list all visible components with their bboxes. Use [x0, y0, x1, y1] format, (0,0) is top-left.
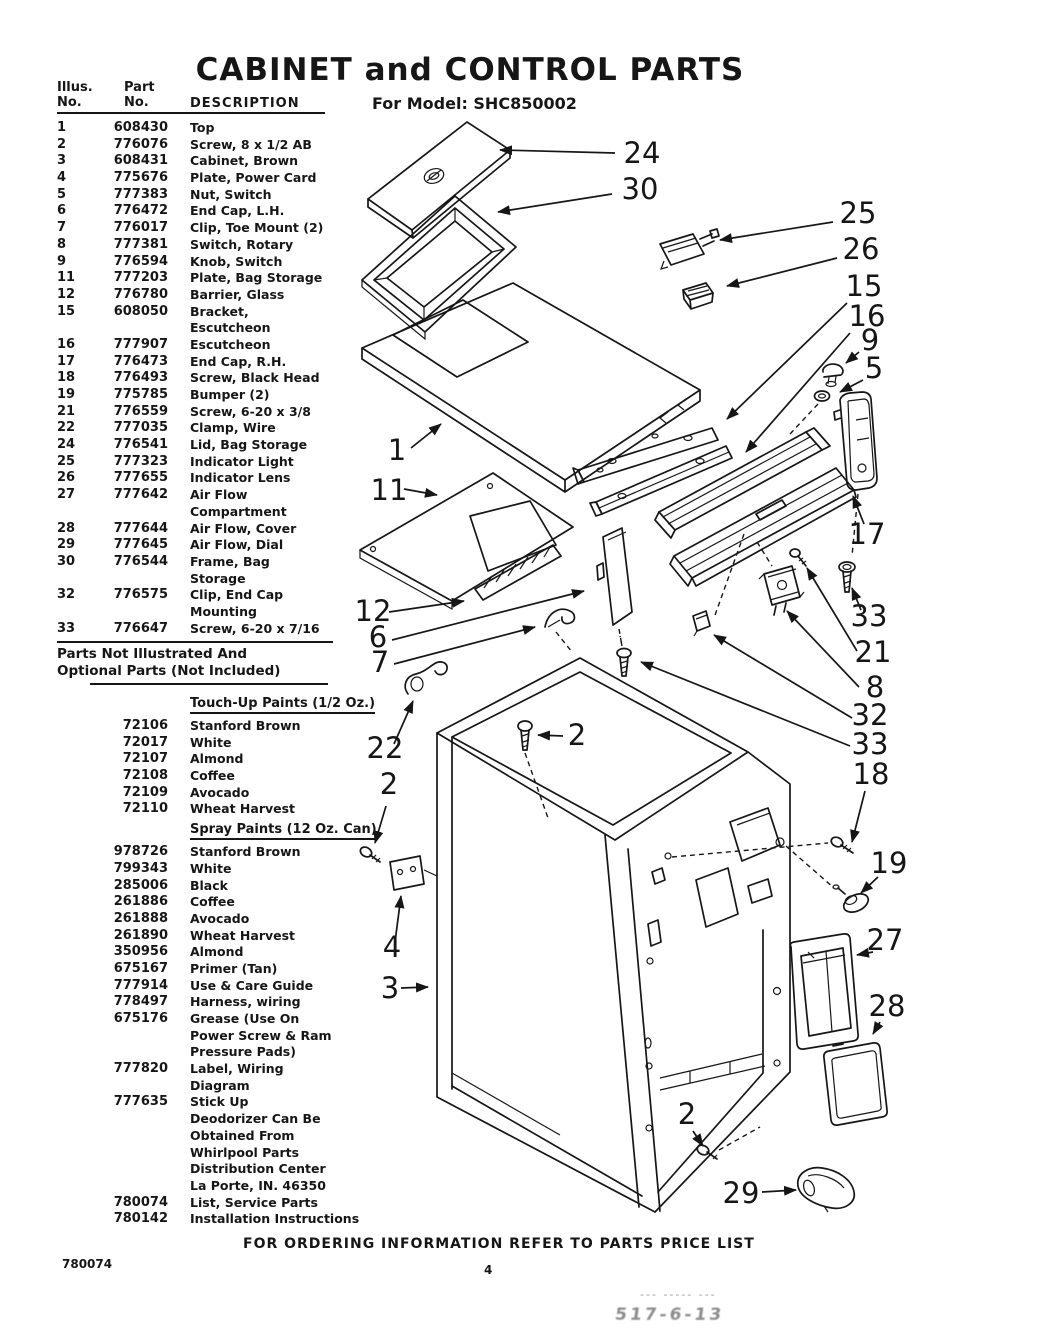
part-no: 776473: [113, 353, 168, 369]
description: Barrier, Glass: [190, 286, 285, 302]
description: Nut, Switch: [190, 186, 272, 202]
callout-2: 2: [567, 718, 587, 752]
callout-6: 6: [368, 620, 388, 654]
description: Almond: [190, 944, 244, 960]
part-no: 778497: [113, 994, 168, 1010]
description: Switch, Rotary: [190, 236, 294, 252]
air-flow-cover-part: [824, 1043, 887, 1125]
description: Screw, Black Head: [190, 370, 320, 386]
illus-no: 25: [57, 453, 76, 469]
description: Grease (Use On: [190, 1011, 300, 1026]
description: Stick Up: [190, 1094, 249, 1110]
callout-leader-33: [641, 662, 850, 746]
part-no: 775676: [113, 170, 168, 186]
callout-16: 16: [848, 299, 886, 333]
callout-1: 1: [387, 433, 407, 467]
illus-no: 32: [57, 587, 76, 603]
callout-4: 4: [382, 930, 402, 964]
part-no: 777381: [113, 236, 168, 252]
description: Screw, 6-20 x 7/16: [190, 620, 320, 636]
callout-leader-9: [846, 352, 859, 363]
part-no: 777323: [113, 453, 168, 469]
callout-8: 8: [865, 670, 885, 704]
illus-no: 28: [57, 520, 76, 536]
description: Coffee: [190, 894, 235, 910]
callout-22: 22: [366, 731, 404, 765]
air-flow-dial-part: [798, 1168, 854, 1212]
callout-2: 2: [677, 1097, 697, 1131]
column-header-part: Part No.: [124, 80, 155, 110]
illus-no: 8: [57, 236, 67, 252]
stamp-dots: --- ----- ---: [640, 1288, 717, 1301]
illus-no: 6: [57, 203, 67, 219]
description: Primer (Tan): [190, 960, 278, 976]
description: Almond: [190, 751, 244, 767]
callout-15: 15: [845, 269, 883, 303]
callout-leader-24: [500, 150, 615, 153]
screw-2-bottom-part: [696, 1127, 760, 1159]
illus-no: 5: [57, 186, 67, 202]
part-no: 72110: [122, 801, 168, 817]
description: Label, Wiring: [190, 1061, 284, 1077]
description: Cabinet, Brown: [190, 153, 299, 169]
column-header-description: DESCRIPTION: [190, 96, 300, 111]
part-no: 777645: [113, 537, 168, 553]
description: Plate, Power Card: [190, 170, 317, 186]
callout-27: 27: [866, 923, 904, 957]
callout-18: 18: [852, 757, 890, 791]
part-no: 777820: [113, 1061, 168, 1077]
illus-no: 16: [57, 336, 76, 352]
illus-no: 27: [57, 487, 76, 503]
part-no: 776017: [113, 220, 168, 236]
description: Air Flow, Cover: [190, 520, 297, 536]
part-no: 777642: [113, 487, 168, 503]
callout-leader-6: [392, 591, 584, 640]
description: Harness, wiring: [190, 994, 301, 1010]
description: Escutcheon: [190, 336, 271, 352]
description: Lid, Bag Storage: [190, 437, 308, 453]
illus-no: 33: [57, 620, 76, 636]
description: Use & Care Guide: [190, 977, 314, 993]
part-no: 777203: [113, 270, 168, 286]
callout-7: 7: [370, 645, 390, 679]
callout-30: 30: [621, 172, 659, 206]
part-no: 261890: [113, 927, 168, 943]
illus-no: 12: [57, 286, 76, 302]
part-no: 608431: [113, 153, 168, 169]
callout-25: 25: [839, 196, 877, 230]
description: Whirlpool Parts: [190, 1144, 300, 1160]
callout-leader-2: [693, 1131, 703, 1146]
callout-2: 2: [379, 767, 399, 801]
callout-19: 19: [870, 846, 908, 880]
description: Deodorizer Can Be: [190, 1111, 321, 1127]
description: Clip, End Cap: [190, 587, 284, 603]
description: Diagram: [190, 1077, 250, 1093]
part-no: 777644: [113, 520, 168, 536]
description: Indicator Light: [190, 453, 294, 469]
callout-leader-25: [720, 222, 833, 240]
part-no: 777635: [113, 1094, 168, 1110]
callout-3: 3: [380, 971, 400, 1005]
plate-power-cord-part: [390, 856, 437, 890]
part-no: 776647: [113, 620, 168, 636]
callout-leader-26: [727, 258, 837, 286]
description: Screw, 6-20 x 3/8: [190, 403, 311, 419]
illus-no: 17: [57, 353, 76, 369]
callout-28: 28: [868, 989, 906, 1023]
callout-leader-2: [375, 806, 386, 843]
description: Clamp, Wire: [190, 420, 276, 436]
document-number: 780074: [62, 1257, 113, 1271]
description: End Cap, R.H.: [190, 353, 287, 369]
clip-end-cap-part: [693, 611, 710, 636]
part-no: 776780: [113, 286, 168, 302]
part-no: 608430: [113, 120, 168, 135]
callout-leader-1: [411, 424, 441, 448]
part-no: 285006: [113, 877, 168, 893]
callout-29: 29: [722, 1176, 760, 1210]
description: Air Flow: [190, 487, 248, 503]
callout-leader-28: [873, 1022, 880, 1034]
description: Top: [190, 120, 215, 135]
part-no: 72106: [122, 718, 168, 733]
callout-leader-30: [498, 194, 612, 212]
section-heading: Spray Paints (12 Oz. Can): [190, 822, 377, 840]
description: White: [190, 860, 232, 876]
part-no: 799343: [113, 860, 168, 876]
illus-no: 1: [57, 120, 67, 135]
description: Screw, 8 x 1/2 AB: [190, 136, 312, 152]
part-no: 776541: [113, 437, 168, 453]
description: La Porte, IN. 46350: [190, 1177, 326, 1193]
section-heading: Touch-Up Paints (1/2 Oz.): [190, 696, 375, 714]
nut-switch-part: [790, 391, 830, 434]
screw-2-left-part: [359, 845, 380, 862]
part-no: 608050: [113, 303, 168, 319]
callout-17: 17: [848, 517, 886, 551]
indicator-light-part: [660, 229, 719, 269]
callout-leader-2: [538, 735, 563, 736]
description: Stanford Brown: [190, 844, 301, 860]
part-no: 72017: [122, 734, 168, 750]
switch-rotary-part: [759, 566, 804, 615]
illus-no: 21: [57, 403, 76, 419]
part-no: 675167: [113, 960, 168, 976]
part-no: 776544: [113, 553, 168, 569]
clip-toe-mount-part: [545, 609, 575, 652]
callout-leader-12: [389, 601, 464, 612]
illus-no: 11: [57, 270, 76, 286]
illus-no: 29: [57, 537, 76, 553]
indicator-lens-part: [683, 283, 713, 309]
illus-no: 22: [57, 420, 76, 436]
description: Air Flow, Dial: [190, 537, 284, 553]
callout-32: 32: [851, 698, 889, 732]
knob-switch-part: [823, 364, 843, 386]
callout-leader-32: [714, 635, 852, 718]
illus-no: 9: [57, 253, 67, 269]
description: White: [190, 734, 232, 750]
description: Mounting: [190, 603, 257, 619]
part-no: 777907: [113, 336, 168, 352]
callout-11: 11: [370, 473, 408, 507]
part-no: 776594: [113, 253, 168, 269]
lid-bag-storage-part: [368, 122, 510, 238]
description: List, Service Parts: [190, 1194, 318, 1210]
illus-no: 26: [57, 470, 76, 486]
part-no: 261886: [113, 894, 168, 910]
description: End Cap, L.H.: [190, 203, 285, 219]
description: Coffee: [190, 768, 235, 784]
part-no: 72108: [122, 768, 168, 784]
bumper-part: [786, 846, 871, 916]
illus-no: 4: [57, 170, 67, 186]
page-title: CABINET and CONTROL PARTS: [195, 52, 745, 88]
callout-leader-7: [394, 627, 535, 664]
description: Avocado: [190, 910, 250, 926]
part-no: 777914: [113, 977, 168, 993]
part-no: 777383: [113, 186, 168, 202]
description: Clip, Toe Mount (2): [190, 220, 324, 236]
part-no: 776076: [113, 136, 168, 152]
cabinet-part: [437, 658, 790, 1212]
screw-33-right-part: [839, 562, 855, 592]
description: Wheat Harvest: [190, 801, 296, 817]
callout-5: 5: [864, 351, 884, 385]
description: Stanford Brown: [190, 718, 301, 733]
callout-leader-15: [727, 303, 847, 419]
part-no: 776559: [113, 403, 168, 419]
description: Black: [190, 877, 228, 893]
callout-leader-11: [404, 489, 437, 495]
not-illustrated-note: Parts Not Illustrated And Optional Parts (Not Included): [57, 646, 281, 679]
callout-24: 24: [623, 136, 661, 170]
description: Indicator Lens: [190, 470, 291, 486]
page-number: 4: [484, 1263, 493, 1277]
description: Plate, Bag Storage: [190, 270, 323, 286]
callout-leader-8: [787, 611, 859, 687]
part-no: 776472: [113, 203, 168, 219]
part-no: 261888: [113, 910, 168, 926]
ordering-note: FOR ORDERING INFORMATION REFER TO PARTS PRICE LIST: [243, 1236, 755, 1252]
illus-no: 3: [57, 153, 67, 169]
description: Avocado: [190, 784, 250, 800]
callout-33: 33: [850, 599, 888, 633]
end-cap-lh-part: [597, 528, 632, 646]
description: Obtained From: [190, 1127, 295, 1143]
illus-no: 24: [57, 437, 76, 453]
description: Compartment: [190, 503, 287, 519]
escutcheon-part: [655, 428, 856, 618]
print-stamp: 517-6-13: [613, 1305, 726, 1325]
description: Power Screw & Ram: [190, 1027, 332, 1043]
part-no: 780074: [113, 1194, 168, 1210]
part-no: 776575: [113, 587, 168, 603]
barrier-glass-part: [475, 545, 561, 600]
part-no: 72109: [122, 784, 168, 800]
description: Installation Instructions: [190, 1211, 360, 1227]
callout-leader-29: [762, 1190, 796, 1192]
description: Bumper (2): [190, 387, 270, 402]
part-no: 775785: [113, 387, 168, 402]
callout-leader-3: [401, 987, 428, 988]
callout-leader-18: [852, 791, 865, 842]
part-no: 777035: [113, 420, 168, 436]
part-no: 675176: [113, 1011, 168, 1026]
description: Distribution Center: [190, 1161, 326, 1177]
callout-21: 21: [854, 635, 892, 669]
illus-no: 7: [57, 220, 67, 236]
description: Wheat Harvest: [190, 927, 296, 943]
illus-no: 18: [57, 370, 76, 386]
illus-no: 30: [57, 553, 76, 569]
part-no: 780142: [113, 1211, 168, 1227]
callout-9: 9: [860, 323, 880, 357]
column-header-illus: Illus. No.: [57, 80, 93, 110]
part-no: 776493: [113, 370, 168, 386]
clamp-wire-part: [405, 662, 447, 694]
illus-no: 15: [57, 303, 76, 319]
description: Knob, Switch: [190, 253, 283, 269]
air-flow-compartment-part: [790, 934, 858, 1049]
illus-no: 19: [57, 387, 76, 402]
screw-black-head-part: [672, 835, 853, 857]
description: Pressure Pads): [190, 1044, 296, 1060]
screw-33-left-part: [617, 636, 631, 676]
part-no: 72107: [122, 751, 168, 767]
description: Frame, Bag: [190, 553, 270, 569]
callout-12: 12: [354, 594, 392, 628]
part-no: 350956: [113, 944, 168, 960]
callout-leader-5: [840, 380, 863, 392]
part-no: 777655: [113, 470, 168, 486]
description: Bracket,: [190, 303, 249, 319]
screw-21-part: [790, 549, 806, 566]
model-subtitle: For Model: SHC850002: [372, 94, 577, 113]
callout-26: 26: [842, 232, 880, 266]
callout-33: 33: [851, 727, 889, 761]
part-no: 978726: [113, 844, 168, 860]
illus-no: 2: [57, 136, 67, 152]
description: Escutcheon: [190, 320, 271, 336]
description: Storage: [190, 570, 246, 586]
